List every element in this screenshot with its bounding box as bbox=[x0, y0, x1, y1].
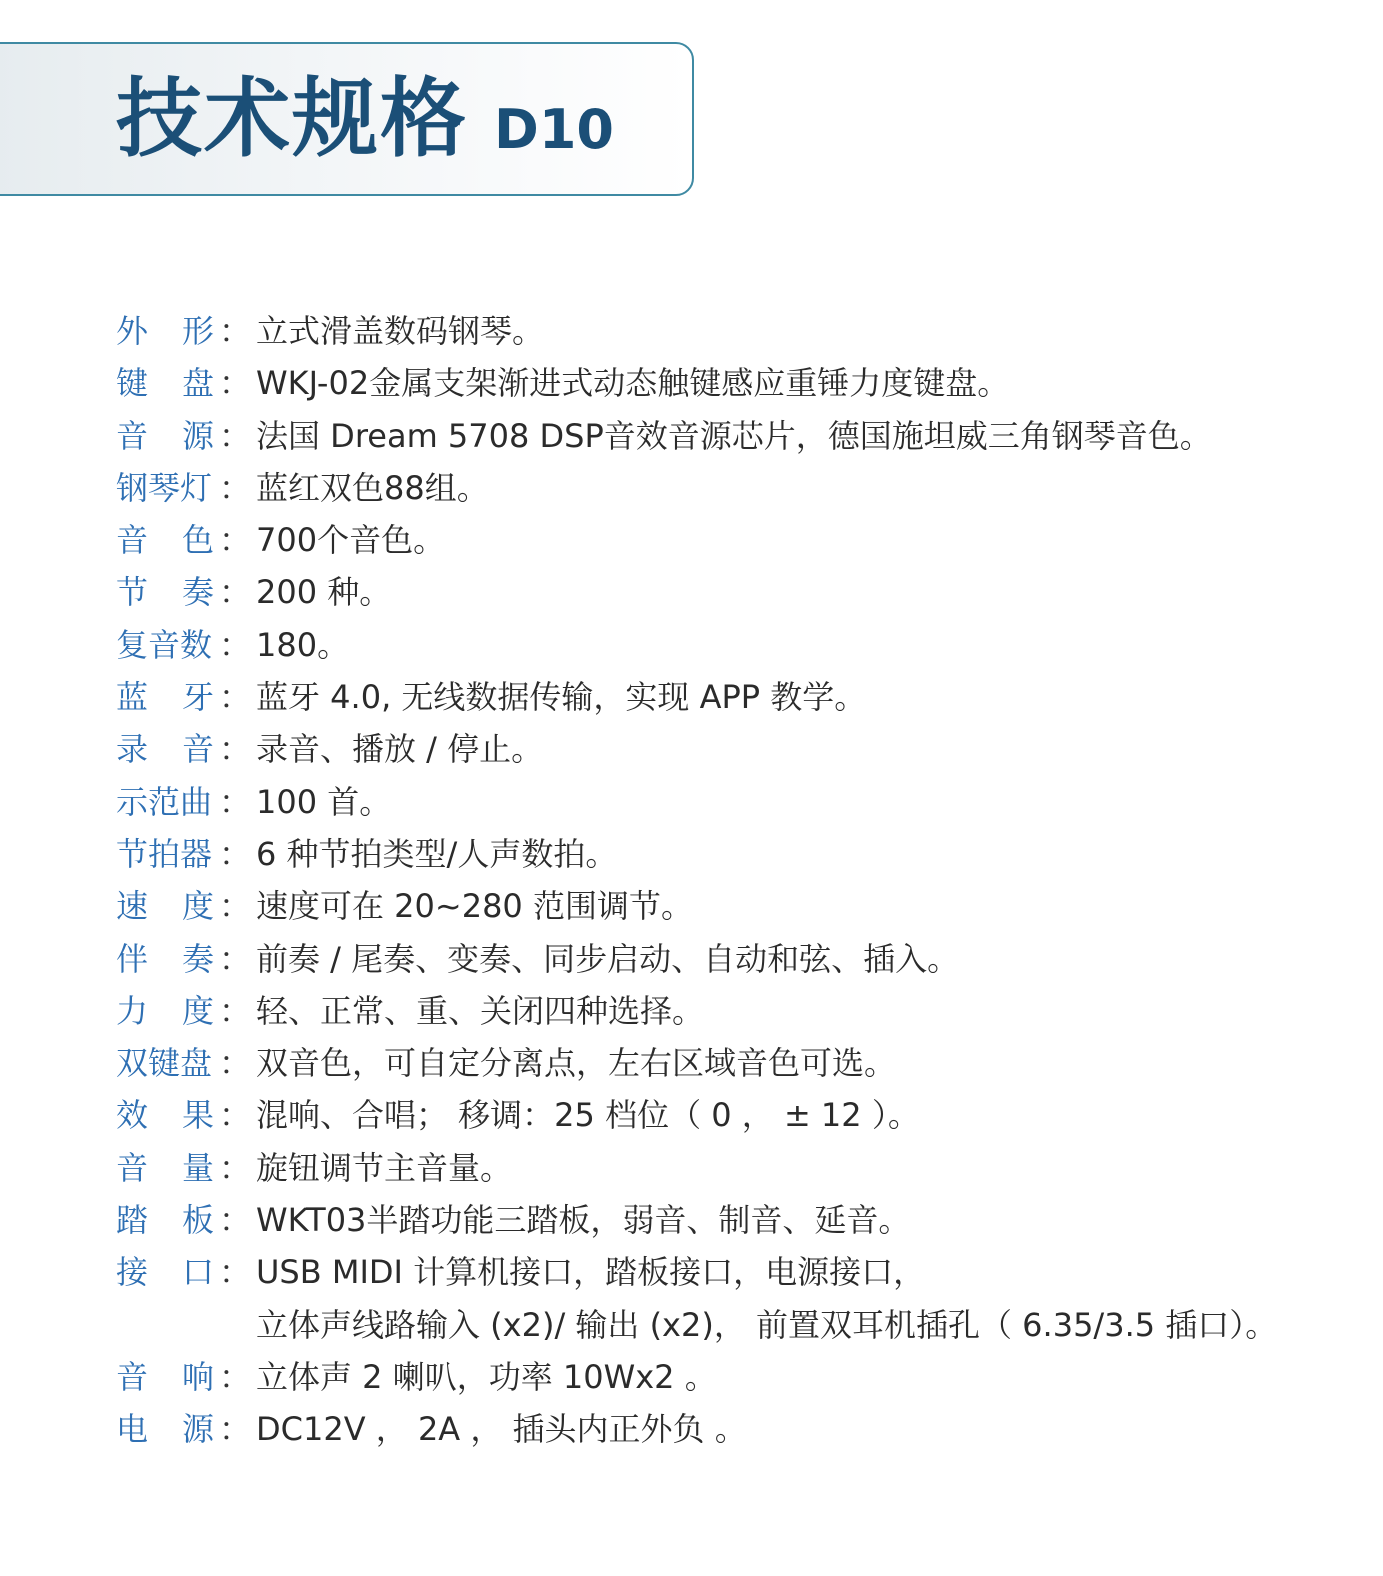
spec-label bbox=[116, 619, 214, 671]
spec-value bbox=[256, 514, 445, 566]
spec-label-char: 音 bbox=[116, 1357, 149, 1396]
spec-value bbox=[256, 1194, 910, 1246]
spec-label-char: 效 bbox=[116, 1096, 149, 1135]
spec-value-line: USB MIDI 计算机接口，踏板接口，电源接口， bbox=[256, 1253, 926, 1292]
spec-value-line: 立式滑盖数码钢琴。 bbox=[256, 312, 545, 350]
spec-label-char: 牙 bbox=[181, 678, 214, 717]
spec-value-line: DC12V ， 2A ， 插头内正外负 。 bbox=[256, 1410, 747, 1449]
spec-colon: ： bbox=[218, 1201, 251, 1240]
spec-label-char: 接 bbox=[116, 1253, 149, 1292]
spec-value bbox=[256, 880, 693, 932]
spec-colon: ： bbox=[218, 939, 251, 978]
spec-colon: ： bbox=[218, 625, 251, 664]
spec-value-line: 立体声 2 喇叭，功率 10Wx2 。 bbox=[256, 1357, 717, 1396]
spec-label bbox=[116, 462, 214, 514]
spec-label-char: 度 bbox=[181, 887, 214, 926]
spec-label-char: 蓝 bbox=[116, 678, 149, 717]
spec-label-char: 节 bbox=[116, 573, 149, 612]
spec-colon: ： bbox=[218, 991, 251, 1030]
spec-row bbox=[116, 1246, 1366, 1351]
spec-value bbox=[256, 566, 391, 618]
spec-value bbox=[256, 1037, 896, 1089]
spec-value-line: 速度可在 20~280 范围调节。 bbox=[256, 887, 693, 926]
spec-label bbox=[116, 828, 214, 880]
spec-colon: ： bbox=[218, 730, 251, 769]
spec-label bbox=[116, 1351, 214, 1403]
spec-colon: ： bbox=[218, 1253, 251, 1292]
spec-label-char: 音 bbox=[116, 521, 149, 560]
spec-colon: ： bbox=[218, 834, 251, 873]
spec-row bbox=[116, 1089, 1366, 1141]
spec-row bbox=[116, 985, 1366, 1037]
spec-label-char: 口 bbox=[181, 1253, 214, 1292]
spec-colon: ： bbox=[218, 521, 251, 560]
spec-label-char: 节拍器 bbox=[116, 834, 213, 873]
spec-value-line: 混响、合唱； 移调：25 档位（ 0 ， ± 12 ）。 bbox=[256, 1096, 920, 1135]
spec-colon: ： bbox=[218, 1357, 251, 1396]
spec-label bbox=[116, 1194, 214, 1246]
spec-label bbox=[116, 723, 214, 775]
spec-row bbox=[116, 671, 1366, 723]
spec-row bbox=[116, 1403, 1366, 1455]
spec-label bbox=[116, 880, 214, 932]
spec-value bbox=[256, 776, 391, 828]
spec-value-line: 法国 Dream 5708 DSP音效音源芯片，德国施坦威三角钢琴音色。 bbox=[256, 416, 1212, 455]
spec-label-char: 踏 bbox=[116, 1201, 149, 1240]
spec-colon: ： bbox=[218, 1096, 251, 1135]
spec-value-line: 蓝牙 4.0, 无线数据传输，实现 APP 教学。 bbox=[256, 678, 867, 717]
page-title bbox=[116, 69, 614, 169]
spec-label-char: 伴 bbox=[116, 939, 149, 978]
spec-label-char: 复音数 bbox=[116, 625, 213, 664]
spec-value bbox=[256, 1142, 512, 1194]
spec-colon: ： bbox=[218, 573, 251, 612]
spec-label-char: 音 bbox=[116, 416, 149, 455]
spec-colon: ： bbox=[218, 468, 251, 507]
spec-colon: ： bbox=[218, 782, 251, 821]
spec-row bbox=[116, 566, 1366, 618]
spec-value-line: WKT03半踏功能三踏板，弱音、制音、延音。 bbox=[256, 1201, 911, 1240]
spec-label-char: 度 bbox=[181, 991, 214, 1030]
spec-label bbox=[116, 776, 214, 828]
spec-value-line: 100 首。 bbox=[256, 782, 392, 821]
spec-row bbox=[116, 462, 1366, 514]
spec-row bbox=[116, 357, 1366, 409]
spec-row bbox=[116, 1194, 1366, 1246]
spec-value-line: 旋钮调节主音量。 bbox=[256, 1148, 513, 1187]
spec-value bbox=[256, 933, 959, 985]
spec-label bbox=[116, 514, 214, 566]
spec-row bbox=[116, 776, 1366, 828]
spec-row bbox=[116, 828, 1366, 880]
spec-value bbox=[256, 357, 1009, 409]
spec-label bbox=[116, 357, 214, 409]
spec-label-char: 板 bbox=[181, 1201, 214, 1240]
spec-label bbox=[116, 1037, 214, 1089]
spec-value-line: 双音色，可自定分离点，左右区域音色可选。 bbox=[256, 1044, 897, 1083]
spec-list bbox=[116, 305, 1366, 1456]
spec-value bbox=[256, 305, 544, 357]
spec-label bbox=[116, 1142, 214, 1194]
spec-label bbox=[116, 305, 214, 357]
spec-value bbox=[256, 985, 704, 1037]
spec-label-char: 外 bbox=[116, 312, 149, 350]
spec-value bbox=[256, 723, 543, 775]
spec-value-line: 6 种节拍类型/人声数拍。 bbox=[256, 834, 618, 873]
spec-value bbox=[256, 1351, 717, 1403]
spec-value-line: 轻、正常、重、关闭四种选择。 bbox=[256, 991, 705, 1030]
spec-value bbox=[256, 462, 489, 514]
spec-label bbox=[116, 410, 214, 462]
spec-value-line: WKJ-02金属支架渐进式动态触键感应重锤力度键盘。 bbox=[256, 364, 1010, 403]
spec-label-char: 电 bbox=[116, 1410, 149, 1449]
spec-row bbox=[116, 619, 1366, 671]
spec-value-line: 蓝红双色88组。 bbox=[256, 468, 489, 507]
spec-colon: ： bbox=[218, 1044, 251, 1083]
spec-label-char: 速 bbox=[116, 887, 149, 926]
spec-label-char: 源 bbox=[181, 1410, 214, 1449]
spec-label-char: 示范曲 bbox=[116, 782, 213, 821]
spec-label-char: 录 bbox=[116, 730, 149, 769]
spec-colon: ： bbox=[218, 887, 251, 926]
spec-label bbox=[116, 985, 214, 1037]
spec-row bbox=[116, 1142, 1366, 1194]
spec-value bbox=[256, 1403, 747, 1455]
spec-row bbox=[116, 305, 1366, 357]
spec-value-line: 前奏 / 尾奏、变奏、同步启动、自动和弦、插入。 bbox=[256, 939, 960, 978]
spec-row bbox=[116, 1351, 1366, 1403]
spec-row bbox=[116, 514, 1366, 566]
spec-value bbox=[256, 619, 349, 671]
spec-label bbox=[116, 1246, 214, 1298]
spec-label-char: 力 bbox=[116, 991, 149, 1030]
spec-label-char: 响 bbox=[181, 1357, 214, 1396]
spec-colon: ： bbox=[218, 1410, 251, 1449]
spec-label-char: 键 bbox=[116, 364, 149, 403]
spec-value bbox=[256, 410, 1212, 462]
spec-value bbox=[256, 828, 617, 880]
spec-colon: ： bbox=[218, 364, 251, 403]
spec-label-char: 奏 bbox=[181, 939, 214, 978]
spec-colon: ： bbox=[218, 312, 251, 350]
spec-colon: ： bbox=[218, 678, 251, 717]
spec-row bbox=[116, 880, 1366, 932]
spec-label-char: 音 bbox=[181, 730, 214, 769]
spec-label-char: 盘 bbox=[181, 364, 214, 403]
spec-row bbox=[116, 723, 1366, 775]
spec-value-line: 立体声线路输入 (x2)/ 输出 (x2)， 前置双耳机插孔（ 6.35/3.5 插口）。 bbox=[256, 1305, 1278, 1344]
spec-label-char: 音 bbox=[116, 1148, 149, 1187]
spec-label-char: 形 bbox=[181, 312, 214, 350]
spec-label bbox=[116, 933, 214, 985]
spec-label-char: 色 bbox=[181, 521, 214, 560]
spec-colon: ： bbox=[218, 1148, 251, 1187]
title-text: 技术规格 bbox=[116, 69, 468, 169]
spec-row bbox=[116, 410, 1366, 462]
spec-value-line: 700个音色。 bbox=[256, 521, 446, 560]
spec-label bbox=[116, 566, 214, 618]
spec-row bbox=[116, 1037, 1366, 1089]
spec-colon: ： bbox=[218, 416, 251, 455]
spec-label-char: 钢琴灯 bbox=[116, 468, 213, 507]
spec-label-char: 量 bbox=[181, 1148, 214, 1187]
spec-value-line: 180。 bbox=[256, 625, 350, 664]
spec-value-line: 200 种。 bbox=[256, 573, 392, 612]
spec-label bbox=[116, 671, 214, 723]
spec-value bbox=[256, 1246, 1277, 1351]
spec-row bbox=[116, 933, 1366, 985]
spec-value-line: 录音、播放 / 停止。 bbox=[256, 730, 544, 769]
spec-label bbox=[116, 1089, 214, 1141]
spec-label-char: 双键盘 bbox=[116, 1044, 213, 1083]
spec-value bbox=[256, 671, 866, 723]
spec-label-char: 源 bbox=[181, 416, 214, 455]
spec-label-char: 奏 bbox=[181, 573, 214, 612]
spec-value bbox=[256, 1089, 920, 1141]
spec-label bbox=[116, 1403, 214, 1455]
spec-label-char: 果 bbox=[181, 1096, 214, 1135]
model-number: D10 bbox=[494, 98, 614, 161]
